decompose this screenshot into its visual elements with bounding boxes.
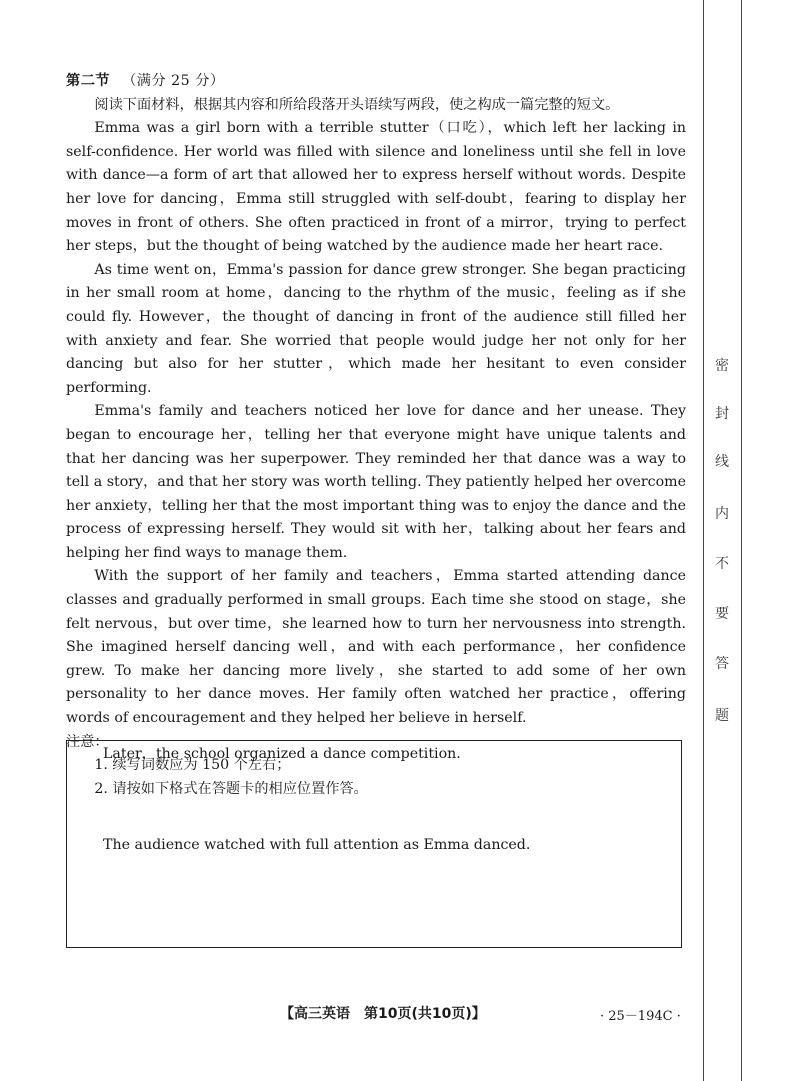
instruction-text: 阅读下面材料，根据其内容和所给段落开头语续写两段，使之构成一篇完整的短文。 <box>94 96 620 113</box>
section-title: 第二节 <box>66 73 111 89</box>
section-score: （满分 25 分） <box>122 73 225 89</box>
answer-prompt-2: The audience watched with full attention as Emma danced. <box>103 837 531 853</box>
seal-char-2: 封 <box>715 406 729 422</box>
answer-prompt-1: Later，the school organized a dance competition. <box>103 746 461 762</box>
seal-char-4: 内 <box>715 506 729 522</box>
content-area <box>66 70 686 801</box>
paper-code: · 25－194C · <box>600 1009 681 1024</box>
seal-char-3: 线 <box>715 454 729 470</box>
paragraph-4: With the support of her family and teachers，Emma started attending dance classes and gradually performed in small groups. Each time she stood on stage，she felt nervous，but over time，she learned how to turn her nervousness into strength. She imagined herself dancing well，and with each performance，her confidence grew. To make her dancing more lively，she started to add some of her own personality to her dance moves. Her family often watched her practice，offering words of encouragement and they helped her believe in herself. <box>66 568 686 727</box>
note-item-2: 2. 请按如下格式在答题卡的相应位置作答。 <box>94 780 368 797</box>
answer-box <box>66 740 682 948</box>
page-footer: 【高三英语 第10页(共10页)】 <box>280 1006 486 1022</box>
binding-line-left <box>703 0 704 1081</box>
seal-char-7: 答 <box>715 656 729 672</box>
paragraph-1: Emma was a girl born with a terrible stutter（口吃），which left her lacking in self-confidence. Her world was filled with silence and loneliness until she fell in love with dance—a form of art that allowed her to express herself without words. Despite her love for dancing，Emma still struggled with self-doubt，fearing to display her moves in front of others. She often practiced in front of a mirror，trying to perfect her steps，but the thought of being watched by the audience made her heart race. <box>66 120 686 255</box>
paragraph-2: As time went on，Emma's passion for dance grew stronger. She began practicing in her small room at home，dancing to the rhythm of the music，feeling as if she could fly. However，the thought of dancing in front of the audience still filled her with anxiety and fear. She worried that people would judge her not only for her dancing but also for her stutter，which made her hesitant to even consider performing. <box>66 261 686 396</box>
seal-char-6: 要 <box>715 606 729 622</box>
seal-char-8: 题 <box>715 708 729 724</box>
note-item-1: 1. 续写词数应为 150 个左右； <box>94 757 291 774</box>
seal-char-5: 不 <box>715 556 729 572</box>
section-heading <box>66 70 686 94</box>
seal-char-1: 密 <box>715 358 729 374</box>
notes-label: 注意： <box>66 733 109 750</box>
paragraph-3: Emma's family and teachers noticed her love for dance and her unease. They began to encourage her，telling her that everyone might have unique talents and that her dancing was her superpower. They reminded her that dance was a way to tell a story，and that her story was worth telling. They patiently helped her overcome her anxiety，telling her that the most important thing was to enjoy the dance and the process of expressing herself. They would sit with her，talking about her fears and helping her find ways to manage them. <box>66 403 686 561</box>
binding-line-right <box>741 0 742 1081</box>
seal-line-notice <box>707 355 737 725</box>
